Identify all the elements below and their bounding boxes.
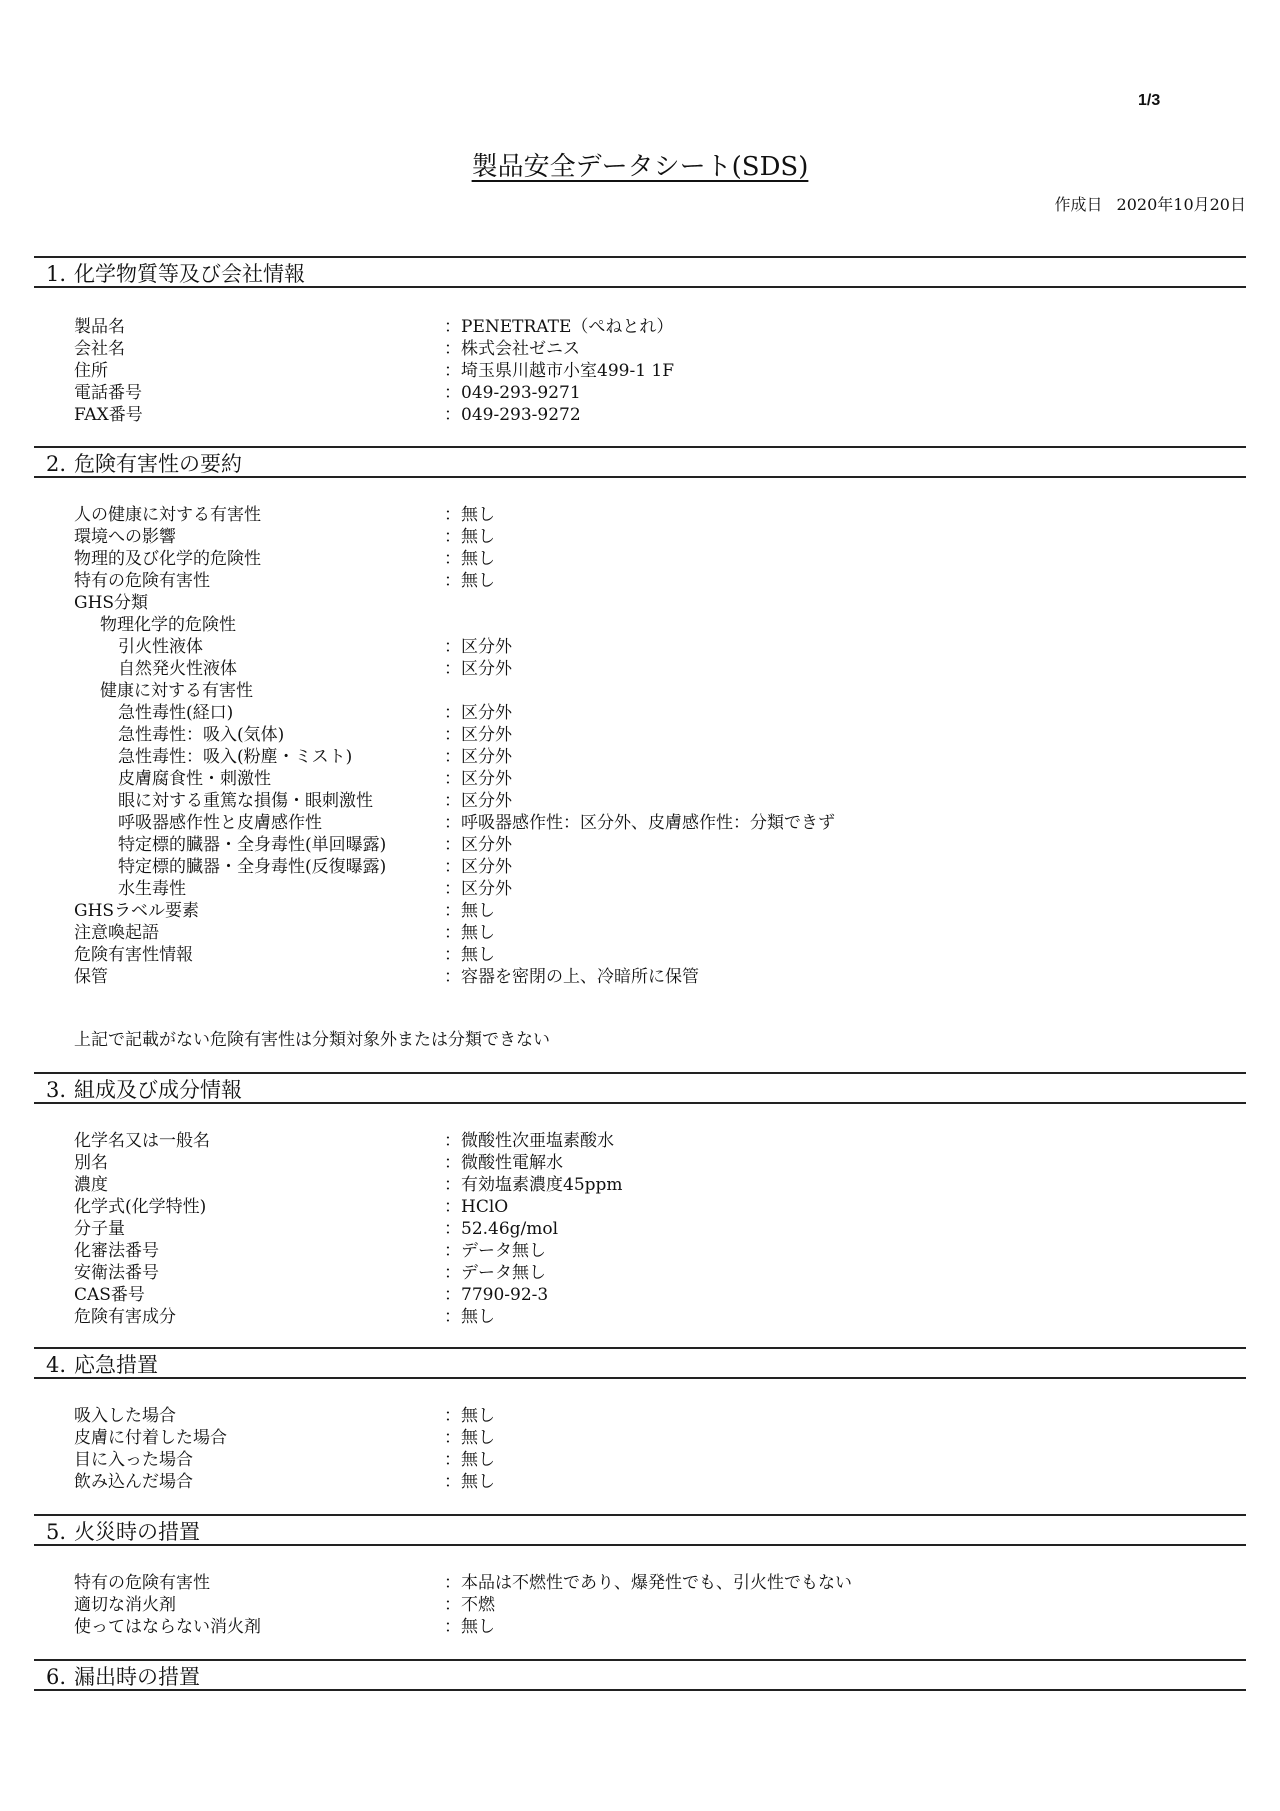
row-label: 会社名 xyxy=(74,339,125,359)
row-label: 急性毒性：吸入(粉塵・ミスト) xyxy=(118,747,353,767)
row-value: ：HClO xyxy=(444,1197,509,1217)
row-label: 急性毒性：吸入(気体) xyxy=(118,725,285,745)
row-label: 水生毒性 xyxy=(118,879,186,899)
list-item xyxy=(34,548,1246,570)
list-item xyxy=(34,966,1246,988)
list-item xyxy=(34,1130,1246,1152)
row-value: ：区分外 xyxy=(444,835,512,855)
row-label: 特定標的臓器・全身毒性(反復曝露) xyxy=(118,857,387,877)
section-header xyxy=(34,1514,1246,1546)
row-label: 皮膚に付着した場合 xyxy=(74,1428,227,1448)
list-item xyxy=(34,856,1246,878)
row-label: 化学式(化学特性) xyxy=(74,1197,207,1217)
row-value: ：埼玉県川越市小室499-1 1F xyxy=(444,361,675,381)
row-label: 皮膚腐食性・刺激性 xyxy=(118,769,271,789)
row-label: 特定標的臓器・全身毒性(単回曝露) xyxy=(118,835,387,855)
list-item xyxy=(34,724,1246,746)
section-number: 2. xyxy=(46,452,67,476)
list-item xyxy=(34,834,1246,856)
list-item xyxy=(34,1449,1246,1471)
row-label: 自然発火性液体 xyxy=(118,659,237,679)
row-label: 化学名又は一般名 xyxy=(74,1131,210,1151)
section-header xyxy=(34,1659,1246,1691)
row-label: 物理的及び化学的危険性 xyxy=(74,549,261,569)
section-title: 火災時の措置 xyxy=(74,1520,201,1544)
row-label: 呼吸器感作性と皮膚感作性 xyxy=(118,813,322,833)
row-label: 濃度 xyxy=(74,1175,108,1195)
list-item xyxy=(34,680,1246,702)
section-title: 組成及び成分情報 xyxy=(74,1078,243,1102)
row-label: 別名 xyxy=(74,1153,108,1173)
row-label: 吸入した場合 xyxy=(74,1406,176,1426)
section-title: 応急措置 xyxy=(74,1353,159,1377)
row-value: ：区分外 xyxy=(444,791,512,811)
list-item xyxy=(34,922,1246,944)
row-label: 人の健康に対する有害性 xyxy=(74,505,261,525)
row-value: ：データ無し xyxy=(444,1263,546,1283)
row-value: ：無し xyxy=(444,1307,495,1327)
list-item xyxy=(34,338,1246,360)
row-value: ：不燃 xyxy=(444,1595,495,1615)
row-label: 住所 xyxy=(74,361,108,381)
list-item xyxy=(34,404,1246,426)
row-label: 物理化学的危険性 xyxy=(100,615,236,635)
row-label: 特有の危険有害性 xyxy=(74,571,210,591)
row-value: ：無し xyxy=(444,571,495,591)
row-value: ：無し xyxy=(444,1428,495,1448)
list-item xyxy=(34,592,1246,614)
page-number: 1/3 xyxy=(1138,92,1161,109)
list-item xyxy=(34,768,1246,790)
row-label: 飲み込んだ場合 xyxy=(74,1472,193,1492)
section-header xyxy=(34,1072,1246,1104)
list-item xyxy=(34,1218,1246,1240)
list-item xyxy=(34,900,1246,922)
list-item xyxy=(34,1284,1246,1306)
row-label: 保管 xyxy=(74,967,108,987)
list-item xyxy=(34,944,1246,966)
section-title: 化学物質等及び会社情報 xyxy=(74,262,306,286)
section-header xyxy=(34,256,1246,288)
section-hazard-summary xyxy=(34,446,1246,988)
row-value: ：049-293-9272 xyxy=(444,405,581,425)
row-value: ：7790-92-3 xyxy=(444,1285,549,1305)
list-item xyxy=(34,1594,1246,1616)
row-label: 特有の危険有害性 xyxy=(74,1573,210,1593)
row-value: ：無し xyxy=(444,1472,495,1492)
row-value: ：区分外 xyxy=(444,725,512,745)
row-value: ：区分外 xyxy=(444,637,512,657)
row-value: ：本品は不燃性であり、爆発性でも、引火性でもない xyxy=(444,1573,852,1593)
row-value: ：データ無し xyxy=(444,1241,546,1261)
list-item xyxy=(34,1616,1246,1638)
row-value: ：無し xyxy=(444,923,495,943)
row-value: ：無し xyxy=(444,1450,495,1470)
created-value: 2020年10月20日 xyxy=(1116,195,1246,214)
list-item xyxy=(34,570,1246,592)
list-item xyxy=(34,1427,1246,1449)
list-item xyxy=(34,878,1246,900)
row-value: ：区分外 xyxy=(444,857,512,877)
section-accidental-release xyxy=(34,1659,1246,1691)
row-value: ：微酸性次亜塩素酸水 xyxy=(444,1131,614,1151)
row-value: ：無し xyxy=(444,527,495,547)
row-label: 適切な消火剤 xyxy=(74,1595,176,1615)
list-item xyxy=(34,1174,1246,1196)
section-number: 5. xyxy=(46,1520,67,1544)
row-label: 分子量 xyxy=(74,1219,125,1239)
row-value: ：微酸性電解水 xyxy=(444,1153,563,1173)
list-item xyxy=(34,526,1246,548)
row-label: 目に入った場合 xyxy=(74,1450,193,1470)
row-label: 化審法番号 xyxy=(74,1241,159,1261)
row-value: ：PENETRATE（ぺねとれ） xyxy=(444,317,674,337)
list-item xyxy=(34,636,1246,658)
row-label: 製品名 xyxy=(74,317,125,337)
list-item xyxy=(34,1471,1246,1493)
row-value: ：049-293-9271 xyxy=(444,383,581,403)
list-item xyxy=(34,614,1246,636)
list-item xyxy=(34,1572,1246,1594)
row-value: ：無し xyxy=(444,1617,495,1637)
section-company-info xyxy=(34,256,1246,426)
row-value: ：無し xyxy=(444,945,495,965)
list-item xyxy=(34,658,1246,680)
list-item xyxy=(34,812,1246,834)
row-value: ：有効塩素濃度45ppm xyxy=(444,1175,623,1195)
row-label: 健康に対する有害性 xyxy=(100,681,253,701)
row-value: ：無し xyxy=(444,549,495,569)
list-item xyxy=(34,746,1246,768)
list-item xyxy=(34,1240,1246,1262)
row-value: ：52.46g/mol xyxy=(444,1219,559,1239)
row-label: 安衛法番号 xyxy=(74,1263,159,1283)
document-title: 製品安全データシート(SDS) xyxy=(471,152,809,182)
list-item xyxy=(34,382,1246,404)
row-label: GHS分類 xyxy=(74,593,149,613)
row-label: GHSラベル要素 xyxy=(74,901,200,921)
section-number: 4. xyxy=(46,1353,67,1377)
section-composition xyxy=(34,1072,1246,1328)
row-value: ：区分外 xyxy=(444,879,512,899)
section-fire-fighting xyxy=(34,1514,1246,1638)
list-item xyxy=(34,316,1246,338)
created-date xyxy=(1055,192,1246,215)
section-first-aid xyxy=(34,1347,1246,1493)
row-value: ：容器を密閉の上、冷暗所に保管 xyxy=(444,967,699,987)
classification-note: 上記で記載がない危険有害性は分類対象外または分類できない xyxy=(74,1030,550,1050)
section-header xyxy=(34,1347,1246,1379)
list-item xyxy=(34,702,1246,724)
list-item xyxy=(34,790,1246,812)
section-title: 漏出時の措置 xyxy=(74,1665,201,1689)
list-item xyxy=(34,1306,1246,1328)
row-value: ：区分外 xyxy=(444,769,512,789)
row-value: ：呼吸器感作性：区分外、皮膚感作性：分類できず xyxy=(444,813,835,833)
row-value: ：無し xyxy=(444,1406,495,1426)
row-value: ：区分外 xyxy=(444,747,512,767)
row-value: ：区分外 xyxy=(444,703,512,723)
section-header xyxy=(34,446,1246,478)
row-label: 危険有害成分 xyxy=(74,1307,176,1327)
row-label: 引火性液体 xyxy=(118,637,203,657)
row-label: FAX番号 xyxy=(74,405,143,425)
created-label: 作成日 xyxy=(1054,195,1103,214)
section-number: 3. xyxy=(46,1078,67,1102)
list-item xyxy=(34,1152,1246,1174)
row-label: 環境への影響 xyxy=(74,527,176,547)
row-value: ：株式会社ゼニス xyxy=(444,339,580,359)
row-value: ：区分外 xyxy=(444,659,512,679)
section-number: 6. xyxy=(46,1665,67,1689)
list-item xyxy=(34,1405,1246,1427)
row-label: 危険有害性情報 xyxy=(74,945,193,965)
list-item xyxy=(34,504,1246,526)
row-value: ：無し xyxy=(444,901,495,921)
row-label: CAS番号 xyxy=(74,1285,145,1305)
row-label: 急性毒性(経口) xyxy=(118,703,234,723)
list-item xyxy=(34,1196,1246,1218)
row-label: 眼に対する重篤な損傷・眼刺激性 xyxy=(118,791,373,811)
row-label: 電話番号 xyxy=(74,383,142,403)
section-title: 危険有害性の要約 xyxy=(74,452,243,476)
section-number: 1. xyxy=(46,262,67,286)
row-value: ：無し xyxy=(444,505,495,525)
row-label: 注意喚起語 xyxy=(74,923,159,943)
list-item xyxy=(34,1262,1246,1284)
list-item xyxy=(34,360,1246,382)
row-label: 使ってはならない消火剤 xyxy=(74,1617,261,1637)
